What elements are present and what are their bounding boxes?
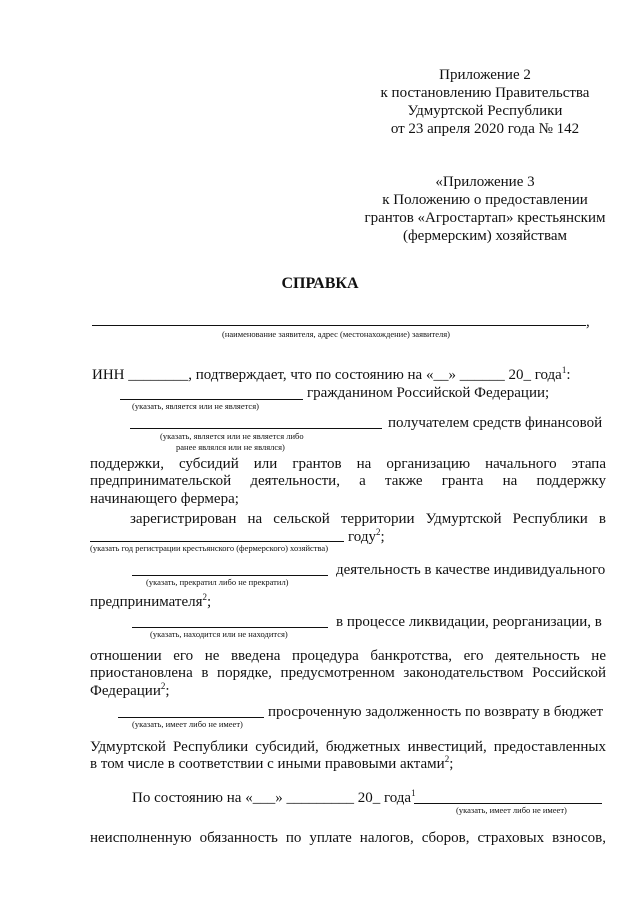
debt-line [118,717,264,718]
citizen-caption: (указать, является или не является) [132,401,259,411]
activity-word-text: предпринимателя [90,594,203,610]
appendix-line-4: от 23 апреля 2020 года № 142 [390,121,580,137]
applicant-caption: (наименование заявителя, адрес (местонахождение) заявителя) [222,329,451,339]
activity-caption: (указать, прекратил либо не прекратил) [146,577,289,587]
liquidation-text: в процессе ликвидации, реорганизации, в [336,614,602,630]
activity-tail: ; [207,594,212,610]
inn-line [92,366,571,384]
activity-footnote: 2 [202,592,207,602]
inn-text: ИНН ________, подтверждает, что по состоянию на «__» ______ 20_ года [92,367,562,383]
appendix-header [360,66,610,138]
state-text: По состоянию на «___» _________ 20_ года [132,790,412,806]
liquidation-tail: ; [165,683,170,699]
appendix-line-1: Приложение 2 [439,67,531,83]
applicant-comma: , [586,314,590,330]
inn-footnote: 1 [561,365,567,375]
state-blank-line [414,803,602,804]
citizen-text: гражданином Российской Федерации; [307,385,550,401]
activity-line [132,575,328,576]
recipient-caption-1: (указать, является или не является либо [160,431,304,441]
registered-year [348,528,385,546]
liquidation-last [90,682,170,700]
regulation-line-4: (фермерским) хозяйствам [402,228,568,244]
registered-caption: (указать год регистрации крестьянского (фермерского) хозяйства) [90,543,329,553]
recipient-caption-2: ранее являлся или не являлся) [176,442,285,452]
registered-year-word: году [348,529,376,545]
recipient-paragraph: поддержки, субсидий или грантов на организацию начального этапа предпринимательской деятельности, а также гранта на поддержку [90,456,606,489]
registered-footnote: 2 [375,527,381,537]
regulation-line-3: грантов «Агростартап» крестьянским [364,210,606,226]
liquidation-footnote: 2 [160,681,166,691]
final-line: неисполненную обязанность по уплате налогов, сборов, страховых взносов, [90,830,606,846]
state-footnote: 1 [411,788,416,798]
debt-paragraph: Удмуртской Республики субсидий, бюджетных инвестиций, предоставленных [90,739,606,755]
recipient-text: получателем средств финансовой [388,415,603,431]
appendix-line-2: к постановлению Правительства [380,85,590,101]
recipient-line [130,428,382,429]
document-title: СПРАВКА [281,275,359,292]
inn-tail: : [566,367,571,383]
liquidation-last-text: Федерации [90,683,161,699]
debt-last [90,755,453,773]
registered-tail: ; [380,529,385,545]
regulation-line-1: «Приложение 3 [435,174,535,190]
debt-footnote: 2 [444,754,450,764]
regulation-line-2: к Положению о предоставлении [382,192,588,208]
recipient-paragraph-last: начинающего фермера; [90,491,239,507]
state-caption: (указать, имеет либо не имеет) [456,805,567,815]
debt-text: просроченную задолженность по возврату в бюджет [268,704,604,720]
appendix-line-3: Удмуртской Республики [407,103,563,119]
citizen-line [120,399,303,400]
debt-last-text: в том числе в соответствии с иными правовыми актами [90,756,445,772]
regulation-header [355,173,615,245]
liquidation-paragraph: отношении его не введена процедура банкротства, его деятельность не приостановлена в порядке, предусмотренном законодательством Российской [90,648,606,681]
registered-text: зарегистрирован на сельской территории Удмуртской Республики в [130,511,606,527]
activity-word [90,593,211,611]
liquidation-caption: (указать, находится или не находится) [150,629,288,639]
liquidation-line [132,627,328,628]
debt-caption: (указать, имеет либо не имеет) [132,719,243,729]
registered-line [90,541,344,542]
applicant-line [92,325,586,326]
debt-tail: ; [449,756,454,772]
activity-text: деятельность в качестве индивидуального [336,562,606,578]
state-line [132,789,416,807]
